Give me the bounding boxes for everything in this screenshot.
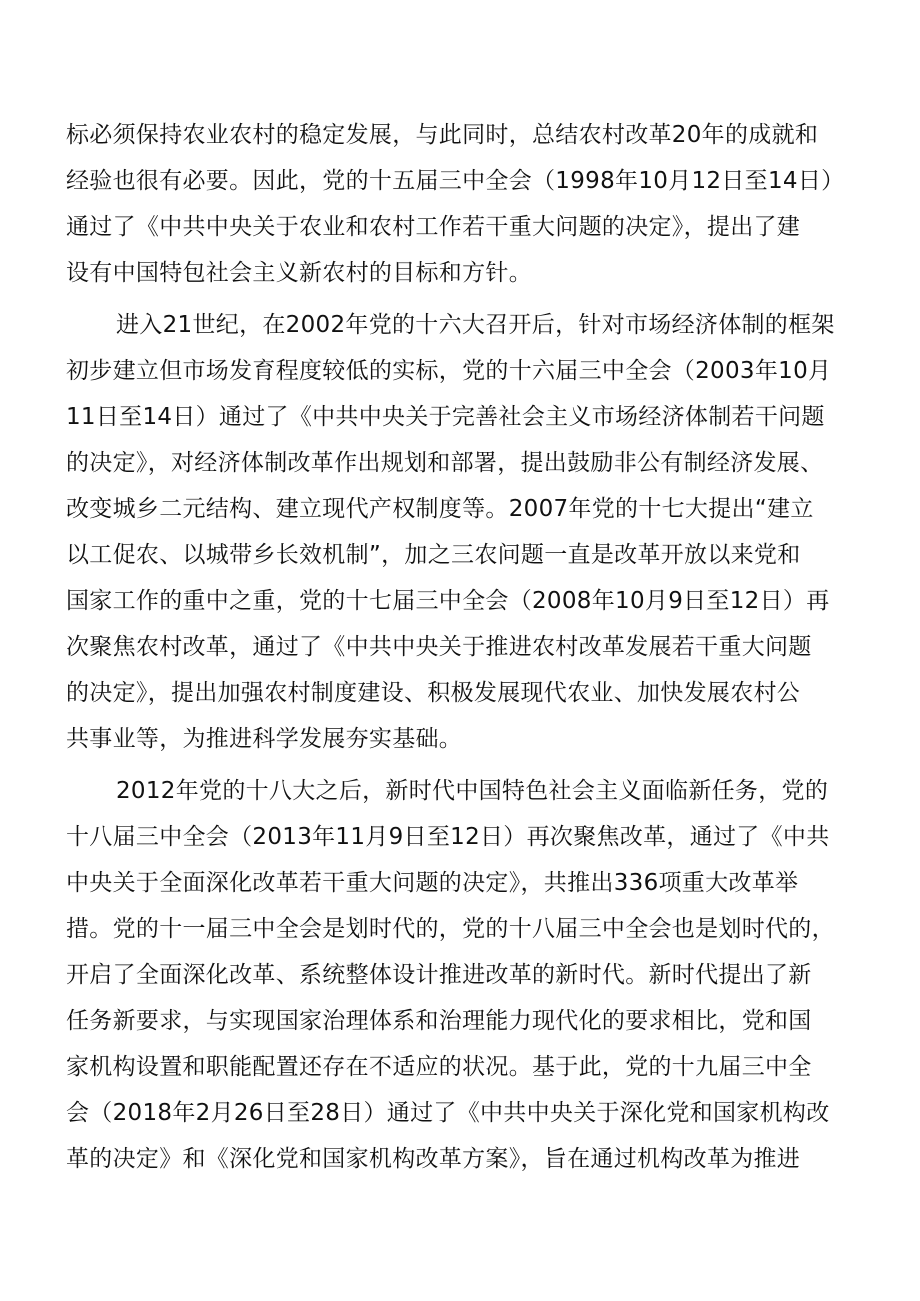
text-line: 的决定》，对经济体制改革作出规划和部署，提出鼓励非公有制经济发展、 xyxy=(66,450,824,476)
text-line: 次聚焦农村改革，通过了《中共中央关于推进农村改革发展若干重大问题 xyxy=(66,634,812,660)
paragraph-3 xyxy=(66,768,856,1182)
text-line: 标必须保持农业农村的稳定发展，与此同时，总结农村改革20年的成就和 xyxy=(66,122,819,148)
paragraph-1 xyxy=(66,112,856,296)
text-line: 通过了《中共中央关于农业和农村工作若干重大问题的决定》，提出了建 xyxy=(66,214,801,240)
text-line: 经验也很有必要。因此，党的十五届三中全会（1998年10月12日至14日） xyxy=(66,168,845,194)
text-line: 改变城乡二元结构、建立现代产权制度等。2007年党的十七大提出“建立 xyxy=(66,496,814,522)
text-line: 开启了全面深化改革、系统整体设计推进改革的新时代。新时代提出了新 xyxy=(66,962,812,988)
text-line: 2012年党的十八大之后，新时代中国特色社会主义面临新任务，党的 xyxy=(116,778,829,804)
paragraph-2 xyxy=(66,302,856,762)
text-line: 以工促农、以城带乡长效机制”，加之三农问题一直是改革开放以来党和 xyxy=(66,542,801,568)
text-line: 十八届三中全会（2013年11月9日至12日）再次聚焦改革，通过了《中共 xyxy=(66,824,830,850)
text-line: 进入21世纪，在2002年党的十六大召开后，针对市场经济体制的框架 xyxy=(116,312,835,338)
text-line: 家机构设置和职能配置还存在不适应的状况。基于此，党的十九届三中全 xyxy=(66,1054,812,1080)
text-line: 中央关于全面深化改革若干重大问题的决定》，共推出336项重大改革举 xyxy=(66,870,799,896)
text-line: 设有中国特包社会主义新农村的目标和方针。 xyxy=(66,260,532,286)
text-line: 11日至14日）通过了《中共中央关于完善社会主义市场经济体制若干问题 xyxy=(66,404,825,430)
document-body xyxy=(66,112,856,1182)
text-line: 共事业等，为推进科学发展夯实基础。 xyxy=(66,726,463,752)
text-line: 国家工作的重中之重，党的十七届三中全会（2008年10月9日至12日）再 xyxy=(66,588,830,614)
text-line: 任务新要求，与实现国家治理体系和治理能力现代化的要求相比，党和国 xyxy=(66,1008,812,1034)
text-line: 会（2018年2月26日至28日）通过了《中共中央关于深化党和国家机构改 xyxy=(66,1100,830,1126)
text-line: 革的决定》和《深化党和国家机构改革方案》，旨在通过机构改革为推进 xyxy=(66,1146,801,1172)
text-line: 的决定》，提出加强农村制度建设、积极发展现代农业、加快发展农村公 xyxy=(66,680,801,706)
text-line: 措。党的十一届三中全会是划时代的，党的十八届三中全会也是划时代的， xyxy=(66,916,835,942)
text-line: 初步建立但市场发育程度较低的实标，党的十六届三中全会（2003年10月 xyxy=(66,358,832,384)
